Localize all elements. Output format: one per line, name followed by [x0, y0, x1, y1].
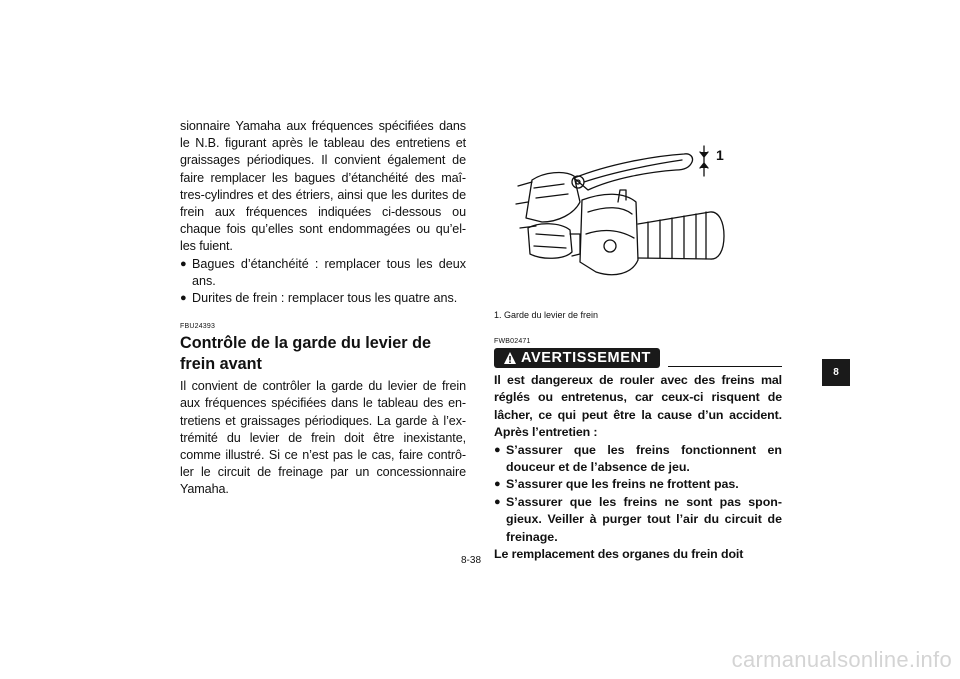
warning-text [494, 372, 782, 563]
section-heading: Contrôle de la garde du levier de frein avant [180, 334, 431, 373]
bullet-icon: ● [494, 495, 501, 508]
bullet-icon: ● [494, 443, 501, 456]
footer-watermark: carmanualsonline.info [731, 647, 952, 672]
warning-outro: Le remplacement des organes du frein doit [494, 547, 744, 562]
chapter-tab: 8 [822, 359, 850, 386]
page-number: 8-38 [461, 555, 482, 566]
intro-paragraph: sionnaire Yamaha aux fréquences spécifiées dans le N.B. figurant après le tableau des entretiens et graissages périodiques. Il convient également de faire remplacer les bagues d’étanchéité des maî-tres-cylindres et des étriers, ainsi que les durites de frein aux fréquences indiquées ci-dessous ou chaque fois qu’elles sont endommagées ou qu’el-les fuient. [180, 119, 466, 254]
warning-intro: Il est dangereux de rouler avec des freins mal réglés ou entretenus, car ceux-ci risquent de lâcher, ce qui peut être la cause d’un accident. Après l’entretien : [494, 373, 782, 440]
warning-header [494, 348, 782, 368]
left-column [180, 118, 466, 499]
warning-triangle-icon [503, 351, 517, 365]
warning-label: AVERTISSEMENT [521, 350, 651, 366]
bullet-icon: ● [180, 292, 187, 305]
list-item: ● S’assurer que les freins ne frottent pas. [494, 476, 782, 493]
warning-code: FWB02471 [494, 338, 531, 345]
bullet-icon: ● [494, 478, 501, 491]
warning-badge [494, 348, 660, 368]
list-item: ● S’assurer que les freins fonctionnent en douceur et de l’absence de jeu. [494, 442, 782, 477]
body-paragraph: Il convient de contrôler la garde du levier de frein aux fréquences spécifiées dans le tableau des en-tretiens et graissages périodiques. La garde à l’ex-trémité du levier de frein doit être inexistante, comme illustré. Si ce n’est pas le cas, faire contrô-ler le circuit de freinage par un concessionnaire Yamaha. [180, 379, 466, 497]
section-code: FBU24393 [180, 323, 216, 331]
bullet-icon: ● [180, 257, 187, 270]
list-item: ● Durites de frein : remplacer tous les quatre ans. [180, 290, 466, 307]
figure-caption: 1. Garde du levier de frein [494, 310, 599, 320]
figure-callout: 1 [716, 147, 724, 163]
list-item: ● S’assurer que les freins ne sont pas spon-gieux. Veiller à purger tout l’air du circuit de freinage. [494, 494, 782, 546]
right-column [494, 130, 782, 563]
list-item: ● Bagues d’étanchéité : remplacer tous les deux ans. [180, 256, 466, 290]
warning-rule [668, 366, 782, 367]
